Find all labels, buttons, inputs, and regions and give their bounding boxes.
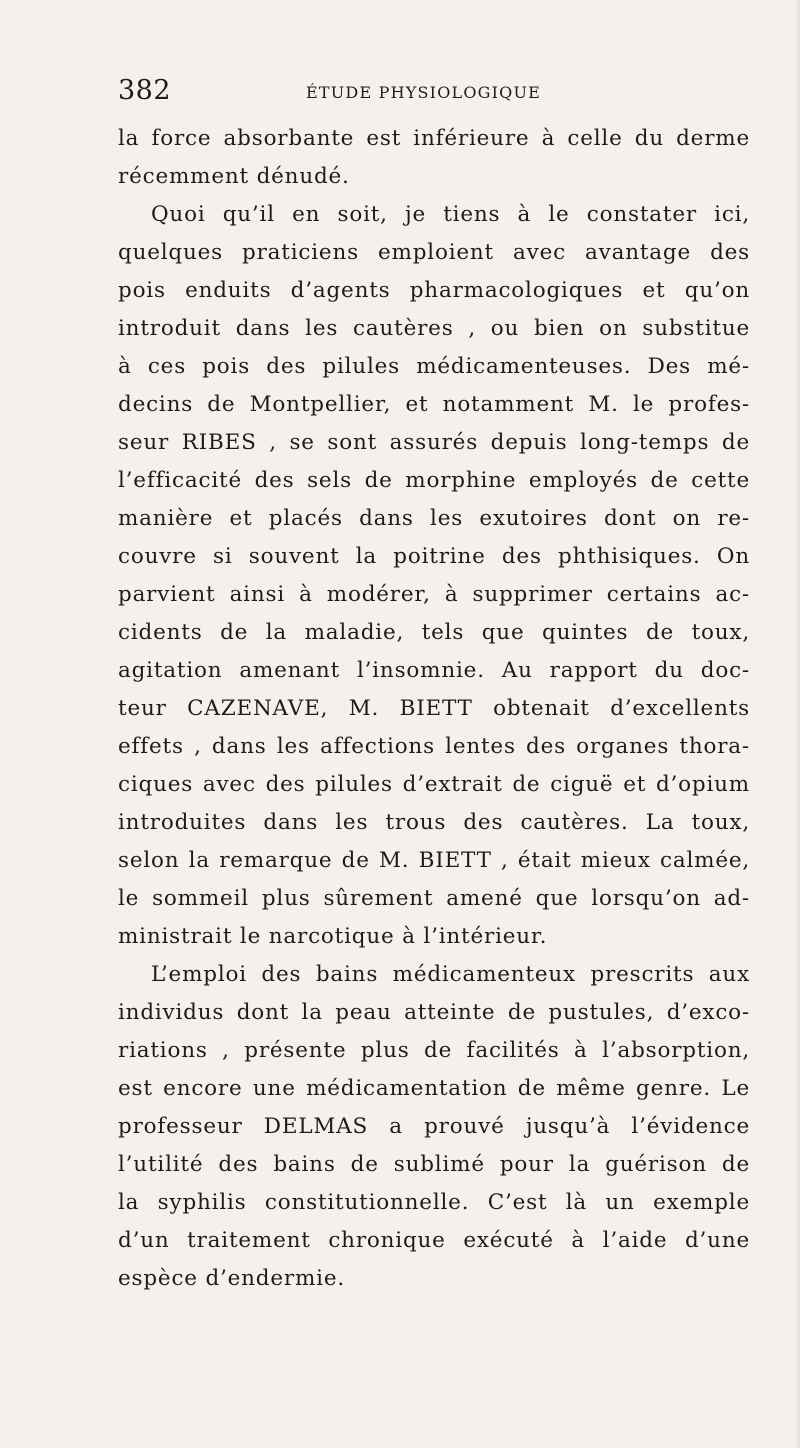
text-line: individus dont la peau atteinte de pustules, d’exco- xyxy=(118,1000,750,1025)
text-line: riations , présente plus de facilités à l’absorption, xyxy=(118,1038,750,1063)
paragraph-start-line: L’emploi des bains médicamenteux prescrits aux xyxy=(151,962,750,987)
body-text xyxy=(118,120,750,1340)
text-line: ministrait le narcotique à l’intérieur. xyxy=(118,924,548,949)
running-title: ÉTUDE PHYSIOLOGIQUE xyxy=(306,83,542,102)
text-line: agitation amenant l’insomnie. Au rapport du doc- xyxy=(118,658,750,683)
text-line: espèce d’endermie. xyxy=(118,1266,345,1291)
text-line: récemment dénudé. xyxy=(118,164,350,189)
text-line: cidents de la maladie, tels que quintes de toux, xyxy=(118,620,750,645)
text-line: ciques avec des pilules d’extrait de ciguë et d’opium xyxy=(118,772,750,797)
text-line: couvre si souvent la poitrine des phthisiques. On xyxy=(118,544,750,569)
running-head xyxy=(118,74,750,108)
text-line: à ces pois des pilules médicamenteuses. Des mé- xyxy=(118,354,750,379)
text-line: est encore une médicamentation de même genre. Le xyxy=(118,1076,750,1101)
text-line: la syphilis constitutionnelle. C’est là un exemple xyxy=(118,1190,750,1215)
text-line: seur RIBES , se sont assurés depuis long-temps de xyxy=(118,430,750,455)
text-line: d’un traitement chronique exécuté à l’aide d’une xyxy=(118,1228,750,1253)
text-line: professeur DELMAS a prouvé jusqu’à l’évidence xyxy=(118,1114,750,1139)
text-line: pois enduits d’agents pharmacologiques et qu’on xyxy=(118,278,750,303)
text-line: parvient ainsi à modérer, à supprimer certains ac- xyxy=(118,582,750,607)
text-line: l’utilité des bains de sublimé pour la guérison de xyxy=(118,1152,750,1177)
text-line: introduit dans les cautères , ou bien on substitue xyxy=(118,316,750,341)
paragraph-start-line: Quoi qu’il en soit, je tiens à le constater ici, xyxy=(151,202,750,227)
text-line: effets , dans les affections lentes des organes thora- xyxy=(118,734,750,759)
page-number: 382 xyxy=(118,75,172,106)
text-line: quelques praticiens emploient avec avantage des xyxy=(118,240,750,265)
page-edge-shadow xyxy=(794,0,800,1448)
text-line: l’efficacité des sels de morphine employés de cette xyxy=(118,468,750,493)
text-line: le sommeil plus sûrement amené que lorsqu’on ad- xyxy=(118,886,750,911)
text-line: selon la remarque de M. BIETT , était mieux calmée, xyxy=(118,848,750,873)
text-line: manière et placés dans les exutoires dont on re- xyxy=(118,506,750,531)
text-line: teur CAZENAVE, M. BIETT obtenait d’excellents xyxy=(118,696,750,721)
text-line: la force absorbante est inférieure à celle du derme xyxy=(118,126,750,151)
text-line: decins de Montpellier, et notamment M. le profes- xyxy=(118,392,750,417)
text-line: introduites dans les trous des cautères. La toux, xyxy=(118,810,750,835)
